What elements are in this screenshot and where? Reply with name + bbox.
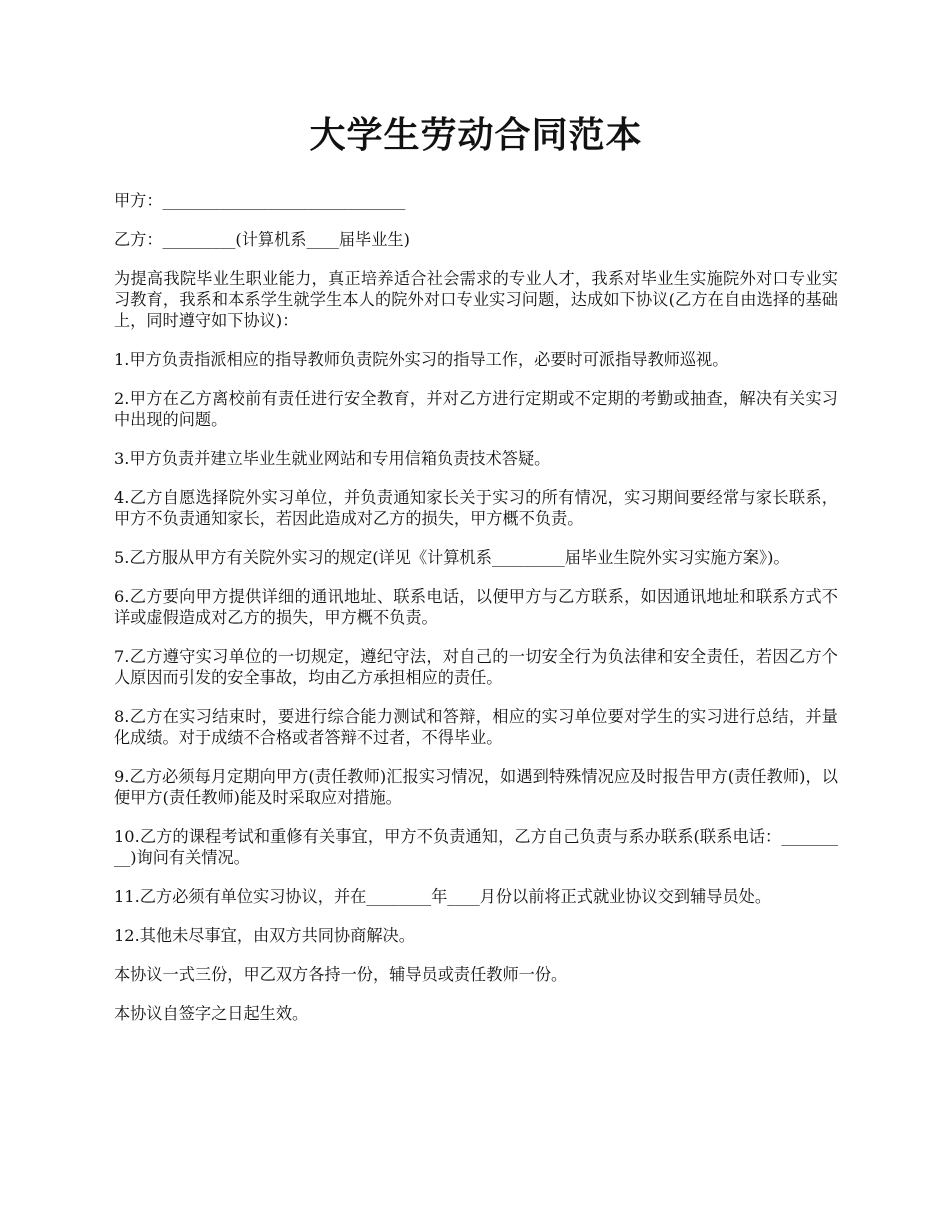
party-a-line: 甲方：______________________________ (114, 191, 406, 210)
clause-6: 6.乙方要向甲方提供详细的通讯地址、联系电话，以便甲方与乙方联系，如因通讯地址和联系方式不详或虚假造成对乙方的损失，甲方概不负责。 (114, 587, 838, 627)
clause-11: 11.乙方必须有单位实习协议，并在________年____月份以前将正式就业协议交到辅导员处。 (114, 887, 772, 906)
clause-2: 2.甲方在乙方离校前有责任进行安全教育，并对乙方进行定期或不定期的考勤或抽查，解决有关实习中出现的问题。 (114, 389, 838, 429)
clause-1: 1.甲方负责指派相应的指导教师负责院外实习的指导工作，必要时可派指导教师巡视。 (114, 350, 729, 369)
clause-12: 12.其他未尽事宜，由双方共同协商解决。 (114, 926, 415, 945)
clause-5: 5.乙方服从甲方有关院外实习的规定(详见《计算机系_________届毕业生院外实习实施方案》)。 (114, 548, 790, 567)
clause-3: 3.甲方负责并建立毕业生就业网站和专用信箱负责技术答疑。 (114, 449, 551, 468)
clause-7: 7.乙方遵守实习单位的一切规定，遵纪守法，对自己的一切安全行为负法律和安全责任，若因乙方个人原因而引发的安全事故，均由乙方承担相应的责任。 (114, 647, 838, 687)
clause-8: 8.乙方在实习结束时，要进行综合能力测试和答辩，相应的实习单位要对学生的实习进行总结，并量化成绩。对于成绩不合格或者答辩不过者，不得毕业。 (114, 707, 838, 747)
preamble-paragraph: 为提高我院毕业生职业能力，真正培养适合社会需求的专业人才，我系对毕业生实施院外对口专业实习教育，我系和本系学生就学生本人的院外对口专业实习问题，达成如下协议(乙方在自由选择的基础上，同时遵守如下协议)： (114, 269, 838, 330)
effective-statement: 本协议自签字之日起生效。 (114, 1004, 309, 1023)
clause-9: 9.乙方必须每月定期向甲方(责任教师)汇报实习情况，如遇到特殊情况应及时报告甲方(责任教师)，以便甲方(责任教师)能及时采取应对措施。 (114, 767, 838, 807)
document-title: 大学生劳动合同范本 (309, 114, 643, 156)
clause-10: 10.乙方的课程考试和重修有关事宜，甲方不负责通知，乙方自己负责与系办联系(联系电话：_________)询问有关情况。 (114, 827, 838, 867)
clause-4: 4.乙方自愿选择院外实习单位，并负责通知家长关于实习的所有情况，实习期间要经常与家长联系，甲方不负责通知家长，若因此造成对乙方的损失，甲方概不负责。 (114, 488, 838, 528)
copies-statement: 本协议一式三份，甲乙双方各持一份，辅导员或责任教师一份。 (114, 965, 568, 984)
party-b-line: 乙方：_________(计算机系____届毕业生) (114, 230, 410, 249)
